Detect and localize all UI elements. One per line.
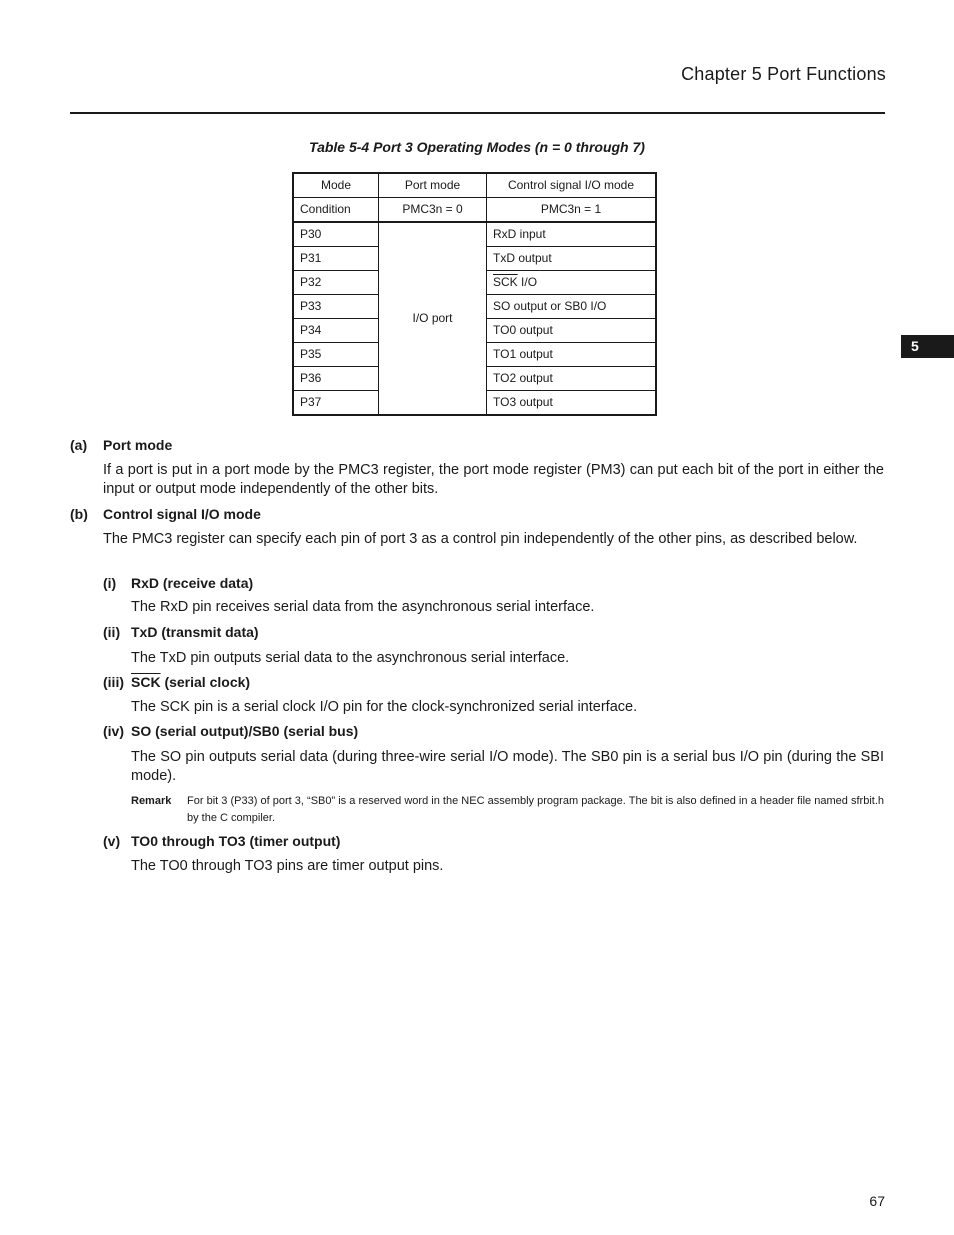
overline-signal: $\overline{SCK}$ — [493, 275, 518, 289]
section-title: (serial clock) — [160, 674, 251, 690]
section-title: Port mode — [103, 437, 173, 453]
control-cell-rest: I/O — [517, 275, 538, 289]
control-cell: SO output or SB0 I/O — [487, 295, 657, 319]
section-number: (b) — [70, 506, 88, 522]
subsection-v-heading — [103, 833, 340, 849]
table-row — [293, 222, 656, 247]
control-cell: TO2 output — [487, 367, 657, 391]
pin-cell: P32 — [293, 271, 379, 295]
pin-cell: P33 — [293, 295, 379, 319]
header-port-mode: Port mode — [379, 173, 487, 198]
section-a-text: If a port is put in a port mode by the PMC3 register, the port mode register (PM3) can put each bit of the port in either the input or output mode independently of the other bits. — [103, 462, 884, 497]
control-cell — [487, 271, 657, 295]
section-number: (a) — [70, 437, 88, 453]
header-divider — [70, 112, 885, 114]
section-title: Control signal I/O mode — [103, 506, 261, 522]
subsection-v-text: The TO0 through TO3 pins are timer output pins. — [131, 858, 444, 874]
control-cell: TxD output — [487, 247, 657, 271]
control-cell: TO3 output — [487, 391, 657, 416]
remark-text: For bit 3 (P33) of port 3, “SB0” is a reserved word in the NEC assembly program package. The bit is also defined in a header file named sfrbit.h by the C compiler. — [187, 795, 884, 824]
subsection-i-text: The RxD pin receives serial data from the asynchronous serial interface. — [131, 599, 595, 615]
subsection-ii-heading — [103, 624, 259, 640]
subsection-iii-text: The SCK pin is a serial clock I/O pin for the clock-synchronized serial interface. — [131, 699, 638, 715]
section-b-heading — [70, 506, 261, 522]
pin-cell: P35 — [293, 343, 379, 367]
table-caption: Table 5-4 Port 3 Operating Modes (n = 0 through 7) — [309, 139, 645, 155]
condition-port-mode: PMC3n = 0 — [379, 198, 487, 223]
pin-cell: P36 — [293, 367, 379, 391]
port3-modes-table — [292, 172, 657, 416]
chapter-tab: 5 — [901, 335, 954, 358]
section-number: (ii) — [103, 624, 121, 640]
section-title: SO (serial output)/SB0 (serial bus) — [131, 723, 359, 739]
section-title: RxD (receive data) — [131, 575, 254, 591]
section-number: (iv) — [103, 723, 124, 739]
overline-signal: $\overline{SCK}$ — [131, 674, 161, 690]
remark-label: Remark — [131, 795, 172, 807]
page-number: 67 — [869, 1193, 885, 1209]
subsection-iv-text: The SO pin outputs serial data (during three-wire serial I/O mode). The SB0 pin is a serial bus I/O pin (during the SBI mode). — [131, 749, 884, 784]
table-header-row — [293, 173, 656, 198]
section-a-heading — [70, 437, 172, 453]
control-cell: RxD input — [487, 222, 657, 247]
pin-cell: P31 — [293, 247, 379, 271]
section-title: TxD (transmit data) — [131, 624, 259, 640]
subsection-ii-text: The TxD pin outputs serial data to the asynchronous serial interface. — [131, 650, 570, 666]
control-cell: TO0 output — [487, 319, 657, 343]
condition-control-mode: PMC3n = 1 — [487, 198, 657, 223]
subsection-iv-heading — [103, 723, 358, 739]
section-number: (i) — [103, 575, 117, 591]
header-mode: Mode — [293, 173, 379, 198]
port-mode-merged-cell: I/O port — [379, 222, 487, 415]
section-b-text: The PMC3 register can specify each pin of port 3 as a control pin independently of the other pins, as described below. — [103, 531, 858, 547]
table-condition-row — [293, 198, 656, 223]
header-control-mode: Control signal I/O mode — [487, 173, 657, 198]
section-number: (v) — [103, 833, 121, 849]
pin-cell: P37 — [293, 391, 379, 416]
subsection-i-heading — [103, 575, 253, 591]
section-title: TO0 through TO3 (timer output) — [131, 833, 341, 849]
pin-cell: P34 — [293, 319, 379, 343]
chapter-title: Chapter 5 Port Functions — [681, 64, 886, 84]
control-cell: TO1 output — [487, 343, 657, 367]
condition-label: Condition — [293, 198, 379, 223]
section-number: (iii) — [103, 674, 124, 690]
subsection-iii-heading — [103, 674, 250, 690]
pin-cell: P30 — [293, 222, 379, 247]
